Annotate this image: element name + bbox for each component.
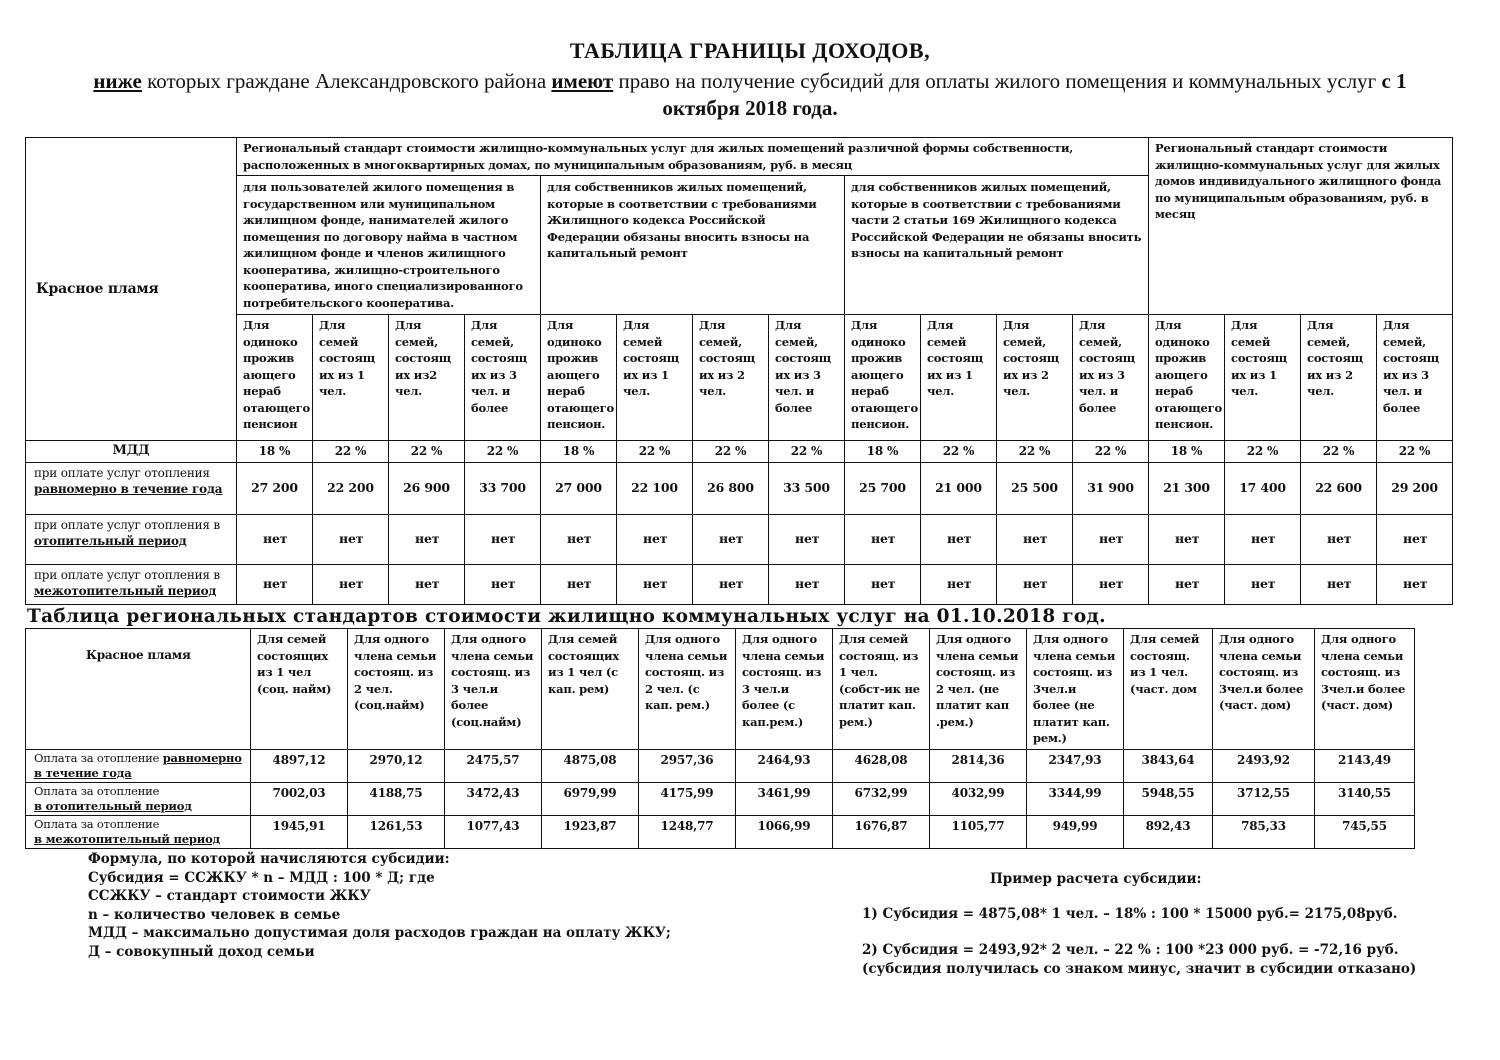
income-limits-table — [25, 137, 1453, 605]
row-label — [26, 565, 237, 605]
table-cell: нет — [541, 565, 617, 605]
table-cell: 3472,43 — [445, 782, 542, 815]
table-cell: 892,43 — [1124, 815, 1213, 848]
table-cell: нет — [313, 515, 389, 565]
column-header: Для семей, состоящ их из 3 чел. и более — [1377, 315, 1453, 441]
column-header: Для семей, состоящ их из 2 чел. — [1301, 315, 1377, 441]
table-cell: 5948,55 — [1124, 782, 1213, 815]
table-cell: 26 900 — [389, 463, 465, 515]
table-cell: 2475,57 — [445, 749, 542, 782]
formula-line: Формула, по которой начисляются субсидии: — [88, 851, 450, 867]
table-cell: 4032,99 — [930, 782, 1027, 815]
column-header: Для семей, состоящ их из 2 чел. — [693, 315, 769, 441]
column-header: Для одного члена семьи состоящ. из 3чел.и более (не платит кап. рем.) — [1027, 629, 1124, 750]
column-header: Для одного члена семьи состоящ. из 2 чел. (с кап. рем.) — [639, 629, 736, 750]
table1-corner-label: Красное пламя — [36, 280, 159, 297]
row-label-emphasis: в межотопительный период — [34, 832, 221, 846]
mdd-value: 22 % — [617, 441, 693, 463]
table-cell: нет — [465, 565, 541, 605]
table-cell: 2493,92 — [1213, 749, 1315, 782]
table-cell: 17 400 — [1225, 463, 1301, 515]
table-cell: 27 200 — [237, 463, 313, 515]
column-header: Для семей состоящ. из 1 чел. (част. дом — [1124, 629, 1213, 750]
table-cell: 745,55 — [1315, 815, 1415, 848]
column-header: Для семей состоящ их из 1 чел. — [617, 315, 693, 441]
group-house-header: Региональный стандарт стоимости жилищно-коммунальных услуг для жилых домов индивидуального жилищного фонда по муниципальным образованиям, руб. в месяц — [1149, 138, 1453, 315]
formula-line: Субсидия = ССЖКУ * n – МДД : 100 * Д; где — [88, 869, 435, 886]
row-label-text: Оплата за отопление — [34, 783, 160, 798]
row-label-line — [34, 766, 246, 782]
row-label-emphasis: равномерно — [162, 750, 242, 765]
mdd-value: 22 % — [769, 441, 845, 463]
standards-table — [25, 628, 1415, 849]
example-line-3: (субсидия получилась со знаком минус, значит в субсидии отказано) — [862, 960, 1417, 977]
row-label — [26, 749, 251, 782]
sub-header-owners-no-capital: для собственников жилых помещений, которые в соответствии с требованиями части 2 статьи 169 Жилищного кодекса Российской Федерации не обязаны вносить взносы на капитальный ремонт — [845, 176, 1149, 315]
table-cell: 22 200 — [313, 463, 389, 515]
table-cell: нет — [769, 515, 845, 565]
table-cell: 22 100 — [617, 463, 693, 515]
column-header: Для одного члена семьи состоящ. из 2 чел. (не платит кап .рем.) — [930, 629, 1027, 750]
column-header: Для семей, состоящ их из 3 чел. и более — [465, 315, 541, 441]
row-label-emphasis: в течение года — [34, 766, 132, 780]
row-label-text: Оплата за отопление — [34, 750, 163, 765]
mdd-value: 22 % — [997, 441, 1073, 463]
table-cell: 949,99 — [1027, 815, 1124, 848]
formula-line: n – количество человек в семье — [88, 906, 341, 923]
table-cell: 3712,55 — [1213, 782, 1315, 815]
subtitle-date: с 1 октября 2018 года. — [662, 69, 1407, 120]
sub-header-owners-capital: для собственников жилых помещений, которые в соответствии с требованиями Жилищного кодекса Российской Федерации обязаны вносить взносы на капитальный ремонт — [541, 176, 845, 315]
row-label-line: при оплате услуг отопления в — [34, 518, 220, 532]
table-cell: 25 500 — [997, 463, 1073, 515]
table-cell: 1105,77 — [930, 815, 1027, 848]
column-header: Для семей состоящих из 1 чел (с кап. рем) — [542, 629, 639, 750]
mdd-value: 22 % — [1377, 441, 1453, 463]
table-cell: нет — [617, 565, 693, 605]
row-label — [26, 815, 251, 848]
group-apartment-header: Региональный стандарт стоимости жилищно-коммунальных услуг для жилых помещений различной формы собственности, расположенных в многоквартирных домах, по муниципальным образованиям, руб. в месяц — [237, 138, 1149, 176]
mdd-value: 18 % — [237, 441, 313, 463]
table-cell: 21 000 — [921, 463, 997, 515]
table2-corner: Красное пламя — [26, 629, 251, 750]
row-label-line — [34, 799, 246, 815]
subtitle-have: имеют — [551, 69, 614, 93]
row-label-line — [34, 832, 246, 848]
table-cell: 3843,64 — [1124, 749, 1213, 782]
table1-corner — [26, 138, 237, 441]
example-block — [862, 870, 1416, 978]
table-cell: нет — [921, 565, 997, 605]
page-subtitle — [60, 68, 1440, 122]
table-cell: 1676,87 — [833, 815, 930, 848]
table-cell: нет — [389, 565, 465, 605]
table-cell: нет — [465, 515, 541, 565]
column-header: Для семей, состоящ их из 2 чел. — [997, 315, 1073, 441]
table-cell: нет — [1377, 515, 1453, 565]
table-cell: 25 700 — [845, 463, 921, 515]
standards-table-title: Таблица региональных стандартов стоимости жилищно коммунальных услуг на 01.10.2018 год. — [27, 606, 1106, 627]
mdd-value: 22 % — [1073, 441, 1149, 463]
table-cell: 29 200 — [1377, 463, 1453, 515]
table-cell: нет — [1301, 565, 1377, 605]
column-header: Для семей, состоящ их из 3 чел. и более — [769, 315, 845, 441]
example-line-2: 2) Субсидия = 2493,92* 2 чел. – 22 % : 100 *23 000 руб. = -72,16 руб. — [862, 942, 1399, 958]
table-cell: 2957,36 — [639, 749, 736, 782]
table-cell: 3140,55 — [1315, 782, 1415, 815]
row-label-emphasis: в отопительный период — [34, 799, 192, 813]
column-header: Для семей состоящ их из 1 чел. — [1225, 315, 1301, 441]
mdd-value: 22 % — [921, 441, 997, 463]
table-cell: нет — [541, 515, 617, 565]
row-label-line — [34, 751, 246, 767]
mdd-label: МДД — [26, 441, 237, 463]
table-cell: нет — [1301, 515, 1377, 565]
mdd-value: 22 % — [465, 441, 541, 463]
table-cell: нет — [1073, 565, 1149, 605]
table-cell: 3461,99 — [736, 782, 833, 815]
column-header: Для семей состоящ их из 1 чел. — [921, 315, 997, 441]
subtitle-below: ниже — [93, 69, 142, 93]
row-label-emphasis: отопительный период — [34, 534, 187, 548]
formula-line: ССЖКУ – стандарт стоимости ЖКУ — [88, 888, 371, 904]
table-cell: 4175,99 — [639, 782, 736, 815]
table-cell: нет — [1377, 565, 1453, 605]
table-cell: нет — [1225, 515, 1301, 565]
table-cell: нет — [769, 565, 845, 605]
sub-header-users: для пользователей жилого помещения в государственном или муниципальном жилищном фонде, нанимателей жилого помещения по договору найма в частном жилищном фонде и членов жилищного кооператива, жилищно-строительного кооператива, иного специализированного потребительского кооператива. — [237, 176, 541, 315]
row-label-line: при оплате услуг отопления — [34, 466, 210, 480]
table-cell: 2143,49 — [1315, 749, 1415, 782]
mdd-value: 18 % — [845, 441, 921, 463]
table-cell: нет — [845, 515, 921, 565]
table-cell: 2970,12 — [348, 749, 445, 782]
mdd-value: 18 % — [541, 441, 617, 463]
mdd-value: 22 % — [1301, 441, 1377, 463]
example-line-1: 1) Субсидия = 4875,08* 1 чел. – 18% : 100 * 15000 руб.= 2175,08руб. — [862, 905, 1398, 922]
table-cell: нет — [693, 515, 769, 565]
column-header: Для одного члена семьи состоящ. из 2 чел. (соц.найм) — [348, 629, 445, 750]
table-cell: нет — [845, 565, 921, 605]
table-cell: нет — [997, 515, 1073, 565]
table-cell: 2347,93 — [1027, 749, 1124, 782]
column-header: Для одиноко прожив ающего нераб отающего пенсион — [237, 315, 313, 441]
row-label — [26, 515, 237, 565]
subtitle-part2: право на получение субсидий для оплаты жилого помещения и коммунальных услуг — [613, 69, 1382, 93]
mdd-value: 22 % — [1225, 441, 1301, 463]
table-cell: 785,33 — [1213, 815, 1315, 848]
table-cell: 7002,03 — [251, 782, 348, 815]
example-title: Пример расчета субсидии: — [990, 871, 1202, 887]
table-cell: 6979,99 — [542, 782, 639, 815]
table-cell: нет — [1149, 565, 1225, 605]
mdd-value: 22 % — [313, 441, 389, 463]
row-label-text: Оплата за отопление — [34, 816, 160, 831]
table-cell: 1248,77 — [639, 815, 736, 848]
column-header: Для одного члена семьи состоящ. из 3 чел.и более (соц.найм) — [445, 629, 542, 750]
table-cell: 1066,99 — [736, 815, 833, 848]
mdd-value: 18 % — [1149, 441, 1225, 463]
table-cell: 3344,99 — [1027, 782, 1124, 815]
column-header: Для семей состоящ. из 1 чел. (собст-ик не платит кап. рем.) — [833, 629, 930, 750]
mdd-value: 22 % — [389, 441, 465, 463]
table-cell: 4875,08 — [542, 749, 639, 782]
row-label-line: при оплате услуг отопления в — [34, 568, 220, 582]
column-header: Для одиноко прожив ающего нераб отающего пенсион. — [541, 315, 617, 441]
row-label-emphasis: межотопительный период — [34, 584, 217, 598]
formula-block — [88, 850, 671, 961]
table-cell: 33 500 — [769, 463, 845, 515]
mdd-value: 22 % — [693, 441, 769, 463]
column-header: Для семей, состоящ их из2 чел. — [389, 315, 465, 441]
column-header: Для семей состоящ их из 1 чел. — [313, 315, 389, 441]
row-label — [26, 463, 237, 515]
row-label-line — [34, 784, 246, 800]
table-cell: 4628,08 — [833, 749, 930, 782]
table-cell: нет — [237, 515, 313, 565]
table-cell: 31 900 — [1073, 463, 1149, 515]
subtitle-part1: которых граждане Александровского района — [141, 69, 552, 93]
table-cell: нет — [997, 565, 1073, 605]
table-cell: нет — [237, 565, 313, 605]
table-cell: 27 000 — [541, 463, 617, 515]
table-cell: нет — [693, 565, 769, 605]
column-header: Для одного члена семьи состоящ. из 3 чел.и более (с кап.рем.) — [736, 629, 833, 750]
formula-line: МДД – максимально допустимая доля расходов граждан на оплату ЖКУ; — [88, 925, 671, 941]
page-title: ТАБЛИЦА ГРАНИЦЫ ДОХОДОВ, — [569, 38, 931, 63]
column-header: Для одного члена семьи состоящ. из 3чел.и более (част. дом) — [1315, 629, 1415, 750]
column-header: Для одиноко прожив ающего нераб отающего пенсион. — [845, 315, 921, 441]
table-cell: 4897,12 — [251, 749, 348, 782]
table-cell: нет — [1225, 565, 1301, 605]
column-header: Для одного члена семьи состоящ. из 3чел.и более (част. дом) — [1213, 629, 1315, 750]
table-cell: 2464,93 — [736, 749, 833, 782]
table-cell: 1923,87 — [542, 815, 639, 848]
column-header: Для одиноко прожив ающего нераб отающего пенсион. — [1149, 315, 1225, 441]
row-label — [26, 782, 251, 815]
table-cell: 26 800 — [693, 463, 769, 515]
table-cell: нет — [389, 515, 465, 565]
table-cell: 21 300 — [1149, 463, 1225, 515]
table-cell: нет — [921, 515, 997, 565]
row-label-emphasis: равномерно в течение года — [34, 482, 223, 496]
table-cell: 1077,43 — [445, 815, 542, 848]
table-cell: 22 600 — [1301, 463, 1377, 515]
table-cell: нет — [313, 565, 389, 605]
table-cell: нет — [1073, 515, 1149, 565]
column-header: Для семей, состоящ их из 3 чел. и более — [1073, 315, 1149, 441]
table-cell: 2814,36 — [930, 749, 1027, 782]
column-header: Для семей состоящих из 1 чел (соц. найм) — [251, 629, 348, 750]
table-cell: 1945,91 — [251, 815, 348, 848]
table-cell: 6732,99 — [833, 782, 930, 815]
table-cell: нет — [1149, 515, 1225, 565]
table-cell: 33 700 — [465, 463, 541, 515]
table-cell: нет — [617, 515, 693, 565]
table-cell: 1261,53 — [348, 815, 445, 848]
table-cell: 4188,75 — [348, 782, 445, 815]
row-label-line — [34, 817, 246, 833]
formula-line: Д – совокупный доход семьи — [88, 943, 315, 960]
